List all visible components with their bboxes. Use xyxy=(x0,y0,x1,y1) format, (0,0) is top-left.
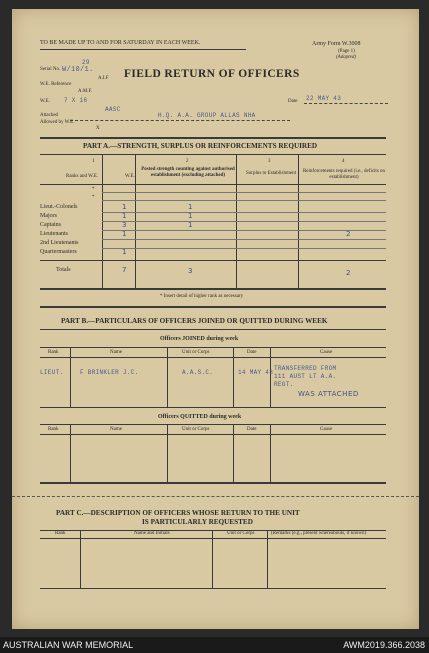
date-value: 22 MAY 43 xyxy=(306,95,342,102)
footer-bar xyxy=(0,637,429,653)
part-a-col-num-4: 4 xyxy=(342,159,345,164)
table-vline xyxy=(80,530,81,588)
we-value: 3 xyxy=(122,221,127,229)
joined-rank: LIEUT. xyxy=(40,369,64,376)
table-rule xyxy=(40,347,386,348)
rank-label: Majors xyxy=(40,213,57,219)
joined-cause-3: REGT. xyxy=(274,381,294,388)
joined-header-cause: Cause xyxy=(320,350,333,355)
rank-label: Captains xyxy=(40,222,61,228)
table-vline xyxy=(212,530,213,588)
part-c-header-rank: Rank xyxy=(55,531,66,536)
we-value: 1 xyxy=(122,203,127,211)
table-vline xyxy=(167,424,168,482)
part-a-totals-rule xyxy=(40,260,386,261)
posted-value: 1 xyxy=(188,203,193,211)
part-a-we-header: W.E. xyxy=(125,174,135,179)
attached-label: Attached xyxy=(40,113,59,118)
quitted-header-date: Date xyxy=(247,427,257,432)
part-a-col-num-1: 1 xyxy=(92,159,95,164)
part-a-col-num-3: 3 xyxy=(268,159,271,164)
rank-label: 2nd Lieutenants xyxy=(40,240,79,246)
posted-value: 1 xyxy=(188,212,193,220)
page-note: (Page 1) xyxy=(338,49,355,54)
footer-right-text: AWM2019.366.2038 xyxy=(343,640,425,650)
part-a-col1-header: Ranks and W.E. xyxy=(66,174,98,179)
table-vline xyxy=(70,424,71,482)
table-rule xyxy=(40,407,386,408)
part-a-bottom-rule xyxy=(40,288,386,290)
army-form-label: Army Form W.3008 xyxy=(312,41,361,47)
part-a-title: PART A.—STRENGTH, SURPLUS OR REINFORCEMENTS REQUIRED xyxy=(83,142,318,150)
part-a-footnote: * Insert detail of higher rank as necessary xyxy=(160,294,244,299)
date-line xyxy=(304,103,388,104)
joined-header-rank: Rank xyxy=(48,350,59,355)
table-rule xyxy=(40,538,386,539)
we-value: 1 xyxy=(122,212,127,220)
part-c-header-name: Name and Initials xyxy=(134,531,170,536)
table-vline xyxy=(233,424,234,482)
totals-reinf: 2 xyxy=(346,269,351,277)
part-a-col-num-2: 2 xyxy=(186,159,189,164)
totals-posted: 3 xyxy=(188,267,193,275)
joined-unit: A.A.S.C. xyxy=(182,369,214,376)
attached-line xyxy=(70,120,290,121)
part-c-title-2: IS PARTICULARLY REQUESTED xyxy=(142,518,253,526)
quitted-header-cause: Cause xyxy=(320,427,333,432)
table-rule xyxy=(40,434,386,435)
quitted-header-unit: Unit or Corps xyxy=(182,427,210,432)
allowed-label: Allowed by W.E. xyxy=(40,120,75,125)
we-value: 1 xyxy=(122,248,127,256)
part-b-title-rule xyxy=(40,329,386,330)
joined-cause-1: TRANSFERRED FROM xyxy=(274,365,337,372)
we-reference-label: W.E. Reference xyxy=(40,82,72,87)
perforation-line xyxy=(12,496,419,497)
part-a-col3-header: Surplus to Establishment xyxy=(246,171,296,176)
table-vline xyxy=(167,347,168,407)
date-label: Date xyxy=(288,99,298,104)
table-vline xyxy=(233,347,234,407)
header-underline xyxy=(40,49,246,50)
table-rule xyxy=(40,357,386,358)
joined-date: 14 MAY 43 xyxy=(238,369,274,376)
rank-label: Quartermasters xyxy=(40,249,77,255)
document-page: TO BE MADE UP TO AND FOR SATURDAY IN EACH WEEK. Army Form W.3008 (Page 1) (Adapted) Serial No. 29 W/10/1. FIELD RETURN OF OFFICERS A.I.F W.E. Reference A.M.F. W.E. 7 X 16 Date 22 MAY 43 AASC Attached H.Q. A.A. GROUP ALLAS NHA Allowed by W.E. X PART A.—STRENGTH, SURPLUS OR REINFORCEMENTS REQUIRED 1 2 3 4 Ranks and W.E. W.E. Posted strength counting against authorised establishment (excluding attached) Surplus to Establishment Reinforcements required (i.e., deficits on establishment) * * Lieut.-Colonels 1 1 Majors 1 1 Captains 3 1 Lieutenants 1 2 2nd Lieutenants Quartermasters 1 Totals 7 3 2 * Insert detail of higher rank as necessary PART B.—PARTICULARS OF OFFICERS JOINED OR QUITTED DURING WEEK Officers JOINED during week Rank Name Unit or Corps Date Cause LIEUT. F BRINKLER J.C. A.A.S.C. 14 MAY 43 TRANSFERRED FROM 111 AUST LT A.A. REGT. WAS ATTACHED Officers QUITTED during week Rank Name Unit or Corps Date Cause PART C.—DESCRIPTION OF OFFICERS WHOSE RETURN TO THE UNIT IS PARTICULARLY REQUESTED Rank Name and Initials Unit or Corps (Remarks (e.g., present whereabouts, if known) xyxy=(12,9,419,629)
amf-label: A.M.F. xyxy=(78,89,93,94)
part-c-header-unit: Unit or Corps xyxy=(227,531,255,536)
part-b-top-rule xyxy=(40,306,386,308)
part-c-title-1: PART C.—DESCRIPTION OF OFFICERS WHOSE RETURN TO THE UNIT xyxy=(56,509,300,517)
joined-note: WAS ATTACHED xyxy=(298,390,359,398)
posted-value: 1 xyxy=(188,221,193,229)
joined-name: F BRINKLER J.C. xyxy=(80,369,139,376)
adapted-note: (Adapted) xyxy=(336,55,356,60)
we-value: 1 xyxy=(122,230,127,238)
totals-label: Totals xyxy=(56,267,71,273)
part-a-title-rule xyxy=(40,154,386,155)
part-b-bottom-rule xyxy=(40,482,386,484)
attached-value: H.Q. A.A. GROUP ALLAS NHA xyxy=(158,112,256,119)
quitted-header-name: Name xyxy=(110,427,122,432)
joined-cause-2: 111 AUST LT A.A. xyxy=(274,373,337,380)
table-vline xyxy=(70,347,71,407)
we-label: W.E. xyxy=(40,99,50,104)
table-vline xyxy=(270,347,271,407)
quitted-title: Officers QUITTED during week xyxy=(158,414,242,420)
joined-header-name: Name xyxy=(110,350,122,355)
serial-number: 29 xyxy=(82,59,90,66)
part-b-title: PART B.—PARTICULARS OF OFFICERS JOINED OR QUITTED DURING WEEK xyxy=(61,317,328,325)
joined-header-date: Date xyxy=(247,350,257,355)
part-a-col2-header: Posted strength counting against authorised establishment (excluding attached) xyxy=(141,167,235,178)
part-a-col4-header: Reinforcements required (i.e., deficits on establishment) xyxy=(302,169,386,180)
form-title: FIELD RETURN OF OFFICERS xyxy=(124,68,300,80)
unit-value: AASC xyxy=(105,106,121,113)
allowed-x-label: X xyxy=(96,126,100,131)
table-rule xyxy=(40,588,386,589)
table-vline xyxy=(270,424,271,482)
table-rule xyxy=(40,424,386,425)
table-vline xyxy=(267,530,268,588)
part-a-top-rule xyxy=(40,137,386,139)
joined-header-unit: Unit or Corps xyxy=(182,350,210,355)
footer-left-text: AUSTRALIAN WAR MEMORIAL xyxy=(3,640,134,650)
we-value: 7 X 16 xyxy=(64,97,88,104)
rank-label: Lieut.-Colonels xyxy=(40,204,78,210)
quitted-header-rank: Rank xyxy=(48,427,59,432)
header-note: TO BE MADE UP TO AND FOR SATURDAY IN EACH WEEK. xyxy=(40,40,201,46)
part-a-header-rule xyxy=(40,184,386,185)
serial-label: Serial No. xyxy=(40,67,61,72)
part-c-header-remarks: (Remarks (e.g., present whereabouts, if known) xyxy=(271,531,367,536)
serial-value: W/10/1. xyxy=(62,66,94,74)
joined-title: Officers JOINED during week xyxy=(160,336,239,342)
reinf-value: 2 xyxy=(346,230,351,238)
aif-label: A.I.F xyxy=(98,76,109,81)
rank-label: Lieutenants xyxy=(40,231,68,237)
totals-we: 7 xyxy=(122,266,127,274)
